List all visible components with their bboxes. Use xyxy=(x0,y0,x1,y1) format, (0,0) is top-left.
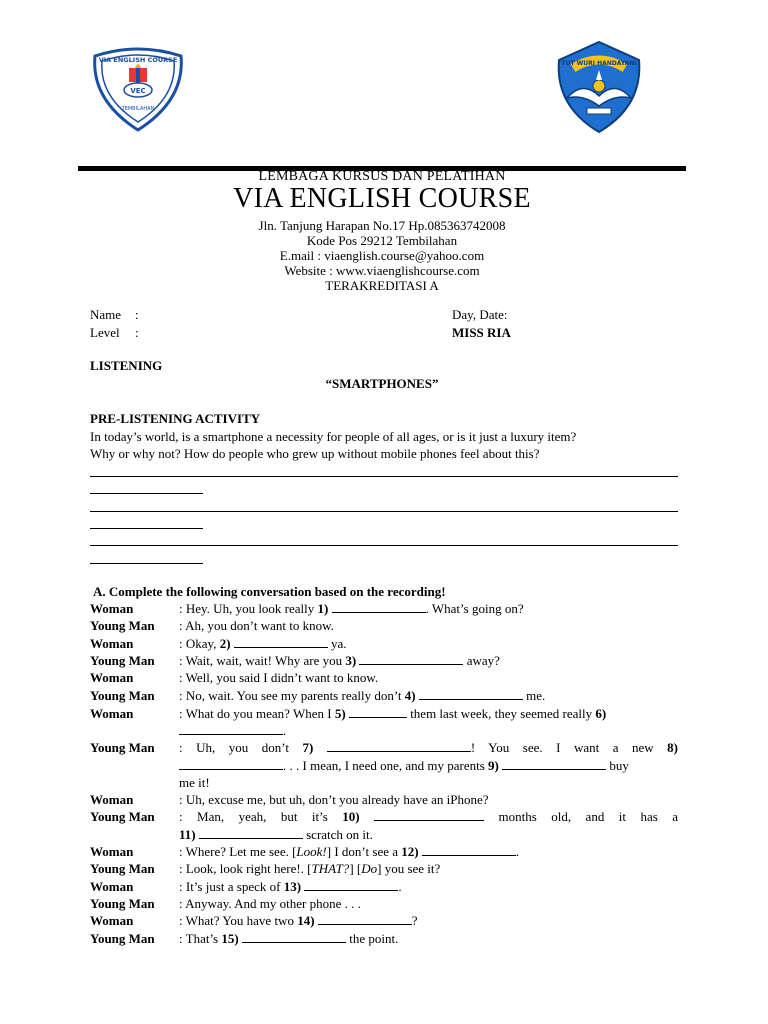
course-name: VIA ENGLISH COURSE xyxy=(233,183,531,214)
name-label: Name xyxy=(90,307,122,322)
dialogue-line: : Uh, you don’t 7) ! You see. I want a new 8) xyxy=(179,740,679,755)
speaker-woman: Woman xyxy=(90,792,134,807)
svg-text:VEC: VEC xyxy=(130,87,146,95)
dialogue-line: 11) scratch on it. xyxy=(179,827,373,842)
speaker-young-man: Young Man xyxy=(90,653,155,668)
institution-type: LEMBAGA KURSUS DAN PELATIHAN xyxy=(258,169,506,184)
blank-8[interactable] xyxy=(179,759,283,770)
email: E.mail : viaenglish.course@yahoo.com xyxy=(279,248,485,263)
speaker-young-man: Young Man xyxy=(90,688,155,703)
dialogue-line: . . . I mean, I need one, and my parents 9) buy xyxy=(179,758,629,774)
speaker-woman: Woman xyxy=(90,879,134,894)
svg-text:VIA ENGLISH COURSE: VIA ENGLISH COURSE xyxy=(98,56,178,64)
tut-wuri-handayani-logo xyxy=(553,40,645,134)
dialogue-line: . xyxy=(179,723,286,739)
topic-title: “SMARTPHONES” xyxy=(325,376,439,391)
blank-15[interactable] xyxy=(242,932,346,943)
via-english-course-logo xyxy=(89,42,187,132)
blank-11[interactable] xyxy=(199,828,303,839)
blank-2[interactable] xyxy=(234,637,328,648)
blank-4[interactable] xyxy=(419,689,523,700)
exercise-heading: A. Complete the following conversation based on the recording! xyxy=(93,584,446,599)
answer-line[interactable] xyxy=(90,563,203,564)
answer-line[interactable] xyxy=(90,545,678,546)
level-colon: : xyxy=(135,325,139,340)
address: Jln. Tanjung Harapan No.17 Hp.085363742008 xyxy=(258,218,506,233)
dialogue-line: : Okay, 2) ya. xyxy=(179,636,347,651)
speaker-young-man: Young Man xyxy=(90,809,155,824)
dialogue-line: : No, wait. You see my parents really don’t 4) me. xyxy=(179,688,546,703)
dialogue-line: : Ah, you don’t want to know. xyxy=(179,618,334,633)
prelistening-heading: PRE-LISTENING ACTIVITY xyxy=(90,411,261,426)
speaker-woman: Woman xyxy=(90,636,134,651)
level-label: Level xyxy=(90,325,120,340)
speaker-young-man: Young Man xyxy=(90,861,155,876)
dialogue-line: : Where? Let me see. [Look!] I don’t see a 12) . xyxy=(179,844,520,859)
svg-text:TEMBILAHAN: TEMBILAHAN xyxy=(121,106,155,112)
dialogue-line: me it! xyxy=(179,775,210,790)
date-label: Day, Date: xyxy=(452,307,508,322)
blank-12[interactable] xyxy=(422,845,516,856)
postal-code: Kode Pos 29212 Tembilahan xyxy=(306,233,458,248)
speaker-young-man: Young Man xyxy=(90,618,155,633)
dialogue-line: : What do you mean? When I 5) them last week, they seemed really 6) xyxy=(179,706,607,721)
name-colon: : xyxy=(135,307,139,322)
dialogue-line: : It’s just a speck of 13) . xyxy=(179,879,402,894)
prelistening-question-1: In today’s world, is a smartphone a necessity for people of all ages, or is it just a luxury item? xyxy=(90,429,577,444)
dialogue-line: : Anyway. And my other phone . . . xyxy=(179,896,361,911)
speaker-young-man: Young Man xyxy=(90,896,155,911)
dialogue-line: : Man, yeah, but it’s 10) months old, and it has a xyxy=(179,809,678,824)
blank-7[interactable] xyxy=(327,741,471,752)
section-title: LISTENING xyxy=(90,358,163,373)
dialogue-line: : Wait, wait, wait! Why are you 3) away? xyxy=(179,653,500,668)
dialogue-line: : Well, you said I didn’t want to know. xyxy=(179,670,379,685)
answer-line[interactable] xyxy=(90,511,678,512)
dialogue-line: : Look, look right here!. [THAT?] [Do] you see it? xyxy=(179,861,441,876)
svg-text:TUT WURI HANDAYANI: TUT WURI HANDAYANI xyxy=(561,60,637,67)
blank-9[interactable] xyxy=(502,759,606,770)
answer-line[interactable] xyxy=(90,476,678,477)
blank-1[interactable] xyxy=(332,602,426,613)
accreditation: TERAKREDITASI A xyxy=(325,278,439,293)
speaker-woman: Woman xyxy=(90,601,134,616)
speaker-young-man: Young Man xyxy=(90,931,155,946)
speaker-young-man: Young Man xyxy=(90,740,155,755)
speaker-woman: Woman xyxy=(90,670,134,685)
answer-line[interactable] xyxy=(90,493,203,494)
answer-line[interactable] xyxy=(90,528,203,529)
speaker-woman: Woman xyxy=(90,706,134,721)
blank-3[interactable] xyxy=(359,654,463,665)
dialogue-line: : Hey. Uh, you look really 1) . What’s going on? xyxy=(179,601,524,616)
blank-6[interactable] xyxy=(179,724,283,735)
blank-5[interactable] xyxy=(349,707,407,718)
prelistening-question-2: Why or why not? How do people who grew up without mobile phones feel about this? xyxy=(90,446,540,461)
dialogue-line: : Uh, excuse me, but uh, don’t you already have an iPhone? xyxy=(179,792,489,807)
blank-10[interactable] xyxy=(374,810,484,821)
dialogue-line: : What? You have two 14) ? xyxy=(179,913,418,928)
website: Website : www.viaenglishcourse.com xyxy=(284,263,480,278)
dialogue-line: : That’s 15) the point. xyxy=(179,931,399,946)
blank-13[interactable] xyxy=(304,880,398,891)
speaker-woman: Woman xyxy=(90,913,134,928)
blank-14[interactable] xyxy=(318,914,412,925)
teacher-name: MISS RIA xyxy=(452,325,511,340)
speaker-woman: Woman xyxy=(90,844,134,859)
